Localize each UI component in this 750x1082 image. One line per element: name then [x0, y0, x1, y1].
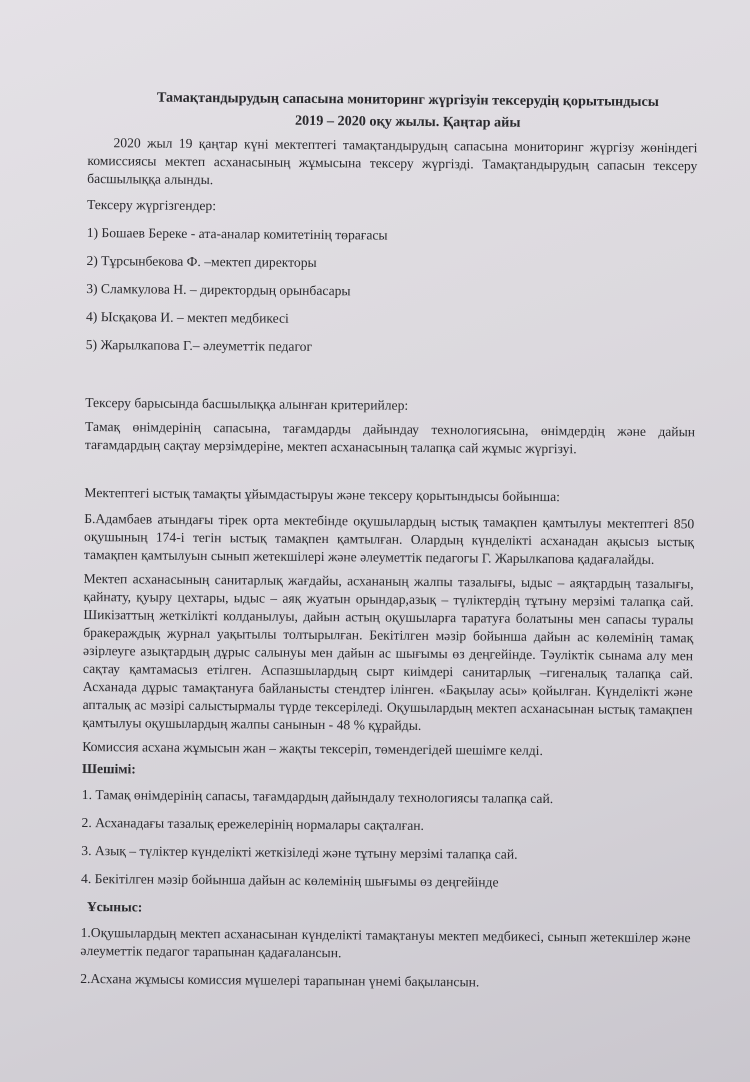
- decision-item: 4. Бекітілген мәзір бойынша дайын ас көлемінің шығымы өз деңгейінде: [81, 870, 499, 890]
- decision-list: [81, 786, 692, 893]
- inspector-item: 3) Сламкулова Н. – директордың орынбасары: [86, 280, 351, 299]
- intro-paragraph: 2020 жыл 19 қаңтар күні мектептегі тамақтандырудың сапасына мониторинг жүргізу жөніндегі комиссиясы мектеп асханасының жұмысына тексеру жүргізді. Тамақтандырудың сапасын тексеру басшылыққа алынды.: [87, 135, 698, 188]
- document-subtitle: 2019 – 2020 оқу жылы. Қаңтар айы: [294, 112, 521, 131]
- results-paragraph-1: Б.Адамбаев атындағы тірек орта мектебінде оқушылардың ыстық тамақпен қамтылуы мектептегі 850 оқушының 174-і тегін ыстық тамақпен қамтылған. Олардың күнделікті асханадан ақысыз ыстық тамақпен қамтылуын сынып жетекшілері және әлеуметтік педагогы Г. Жарылкапова қадағалайды.: [83, 510, 695, 567]
- proposal-item: 2.Асхана жұмысы комиссия мүшелері тарапынан үнемі бақылансын.: [80, 970, 480, 990]
- results-paragraph-3: Комиссия асхана жұмысын жан – жақты тексеріп, төмендегідей шешімге келді.: [82, 738, 543, 758]
- inspector-item: 1) Бошаев Береке - ата-аналар комитетінің төрағасы: [86, 224, 388, 243]
- decision-item: 3. Азық – түліктер күнделікті жеткізіледі және тұтыну мерзімі талапқа сай.: [81, 842, 518, 862]
- decision-item: 2. Асханадағы тазалық ережелерінің нормалары сақталған.: [81, 814, 425, 833]
- criteria-paragraph: Тамақ өнімдерінің сапасына, тағамдарды дайындау технологиясына, өнімдердің және дайын тағамдардың сақтау мерзімдеріне, мектеп асханасының талапқа сай жұмыс жүргізуі.: [84, 418, 696, 457]
- results-heading: Мектептегі ыстық тамақты ұйымдастыруы және тексеру қорытындысы бойынша:: [84, 484, 561, 505]
- inspectors-list: [86, 224, 697, 359]
- inspector-item: 2) Тұрсынбекова Ф. –мектеп директоры: [86, 252, 317, 271]
- decision-item: 1. Тамақ өнімдерінің сапасы, тағамдардың дайындалу технологиясы талапқа сай.: [81, 786, 554, 807]
- document-title: Тамақтандырудың сапасына мониторинг жүргізуін тексерудің қорытындысы: [156, 89, 659, 110]
- document-body: [80, 88, 698, 993]
- inspector-item: 4) Ысқақова И. – мектеп медбикесі: [85, 308, 289, 326]
- proposal-item: 1.Оқушылардың мектеп асханасынан күнделікті тамақтануы мектеп медбикесі, сынып жетекшілер және әлеуметтік педагог тарапынан қадағалансын.: [80, 924, 691, 961]
- decision-heading: Шешімі:: [81, 760, 136, 777]
- inspectors-heading: Тексеру жүргізгендер:: [86, 196, 217, 214]
- results-paragraph-2: Мектеп асханасының санитарлық жағдайы, асхананың жалпы тазалығы, ыдыс – аяқтардың тазалығы, қайнату, қуыру цехтары, ыдыс – аяқ жуатын орындар,азық – түліктердің тұтыну мерзімі талапқа сай. Шикізаттың жеткілікті колданылуы, дайын астың оқушыларға таратуға болатыны мен сапасы туралы бракераждық журнал уақытылы толтырылған. Бекітілген мәзір бойынша дайын ас көлемінің тамақ әзірлеуге азықтардың дұрыс салынуы мен дайын ас шығымы өз деңгейінде. Тәуліктік сынама алу мен сақтау қамтамасыз етілген. Аспазшылардың сырт киімдері санитарлық –гигеналық талапқа сай. Асханада дұрыс тамақтануға байланысты стендтер ілінген. «Бақылау асы» қойылған. Күнделікті және апталық ас мәзірі салыстырмалы түрде тексеріледі. Оқушылардың мектеп асханасынан ыстық тамақпен қамтылуы оқушылардың жалпы санынын - 48 % құрайды.: [82, 570, 694, 733]
- criteria-heading: Тексеру барысында басшылыққа алынған критерийлер:: [85, 394, 409, 413]
- inspector-item: 5) Жарылкапова Г.– әлеуметтік педагог: [85, 336, 313, 354]
- proposal-heading: Ұсыныс:: [86, 899, 143, 915]
